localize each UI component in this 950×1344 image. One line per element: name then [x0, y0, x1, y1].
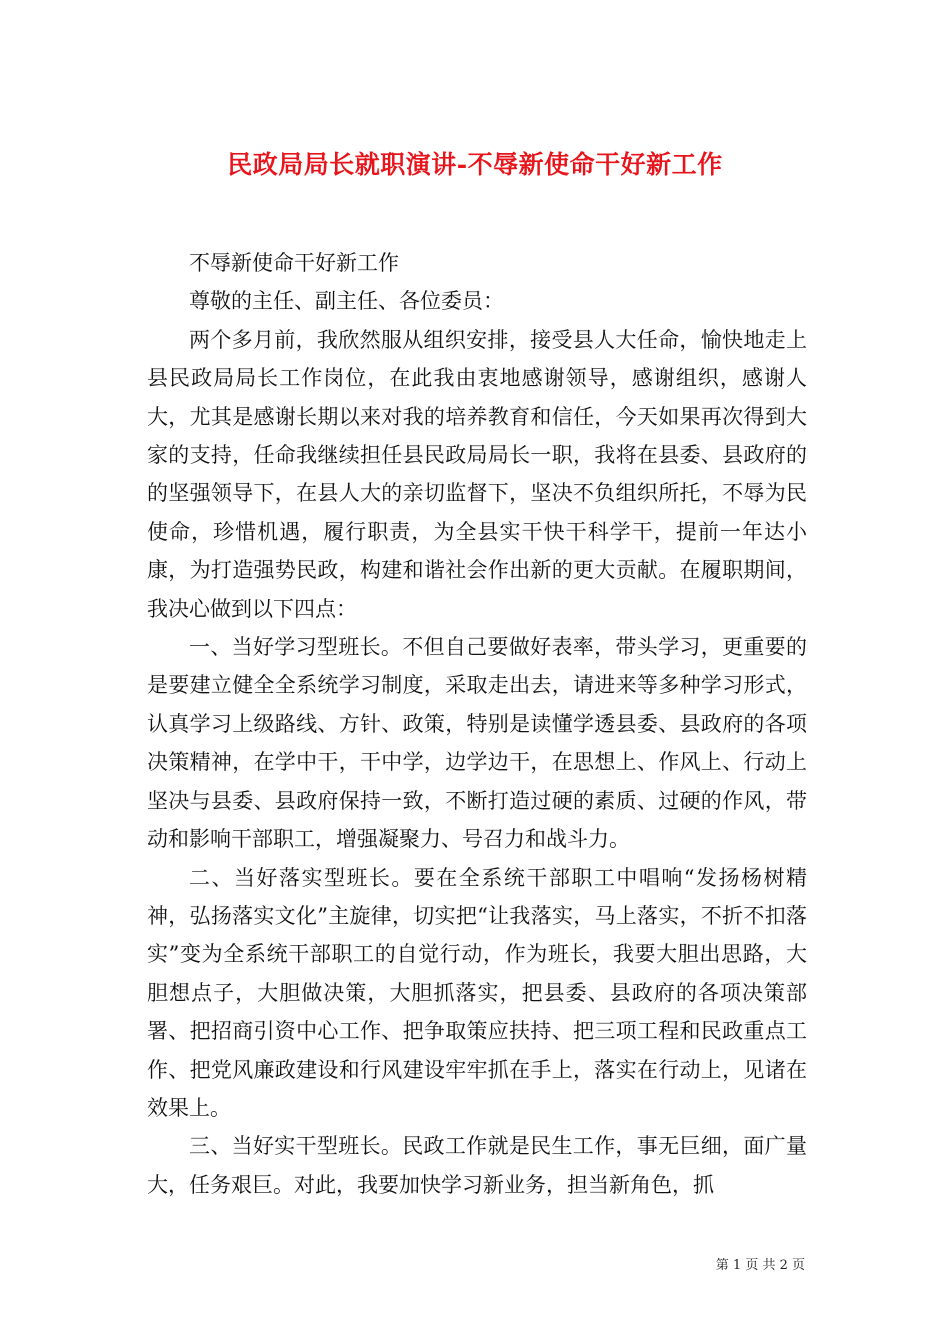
intro-paragraph: 两个多月前，我欣然服从组织安排，接受县人大任命，愉快地走上县民政局局长工作岗位，在此我由衷地感谢领导，感谢组织，感谢人大，尤其是感谢长期以来对我的培养教育和信任，今天如果再次得到大家的支持，任命我继续担任县民政局局长一职，我将在县委、县政府的的坚强领导下，在县人大的亲切监督下，坚决不负组织所托，不辱为民使命，珍惜机遇，履行职责，为全县实干快干科学干，提前一年达小康，为打造强势民政，构建和谐社会作出新的更大贡献。在履职期间，我决心做到以下四点：: [147, 327, 807, 621]
point-two-paragraph: 二、当好落实型班长。要在全系统干部职工中唱响“发扬杨树精神，弘扬落实文化”主旋律，切实把“让我落实，马上落实，不折不扣落实”变为全系统干部职工的自觉行动，作为班长，我要大胆出思路，大胆想点子，大胆做决策，大胆抓落实，把县委、县政府的各项决策部署、把招商引资中心工作、把争取策应扶持、把三项工程和民政重点工作、把党风廉政建设和行风建设牢牢抓在手上，落实在行动上，见诸在效果上。: [147, 865, 807, 1120]
subtitle-paragraph: 不辱新使命干好新工作: [189, 251, 399, 275]
point-three-paragraph: 三、当好实干型班长。民政工作就是民生工作，事无巨细，面广量大，任务艰巨。对此，我要加快学习新业务，担当新角色，抓: [147, 1134, 807, 1197]
page-title: 民政局局长就职演讲-不辱新使命干好新工作: [227, 149, 723, 179]
page-number: 第 1 页 共 2 页: [715, 1258, 805, 1273]
salutation-paragraph: 尊敬的主任、副主任、各位委员：: [189, 289, 504, 314]
point-one-paragraph: 一、当好学习型班长。不但自己要做好表率，带头学习，更重要的是要建立健全全系统学习制度，采取走出去，请进来等多种学习形式，认真学习上级路线、方针、政策，特别是读懂学透县委、县政府的各项决策精神，在学中干，干中学，边学边干，在思想上、作风上、行动上坚决与县委、县政府保持一致，不断打造过硬的素质、过硬的作风，带动和影响干部职工，增强凝聚力、号召力和战斗力。: [147, 635, 807, 852]
document-body: [147, 244, 807, 1204]
